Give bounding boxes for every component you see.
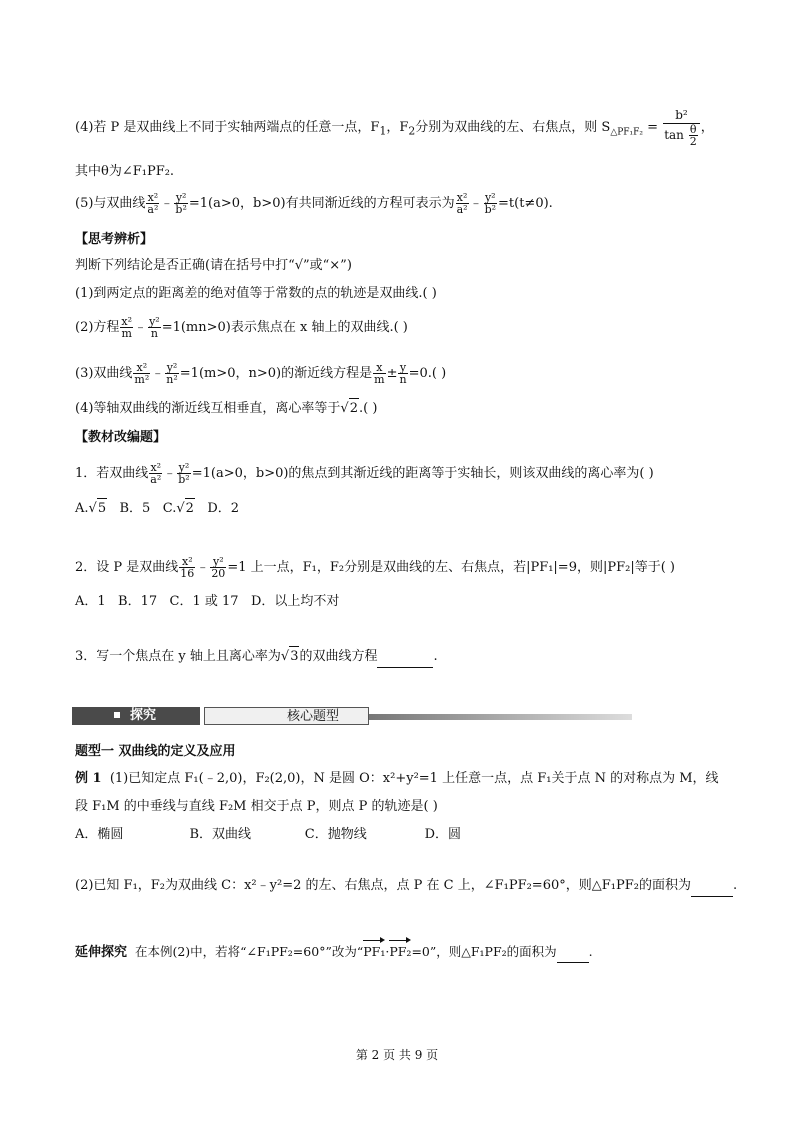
think-item-4: (4)等轴双曲线的渐近线互相垂直，离心率等于√2.( ) — [75, 398, 377, 419]
think-intro: 判断下列结论是否正确(请在括号中打“√”或“×”) — [75, 258, 352, 273]
question-2: 2．设 P 是双曲线 $\frac{\text{x²}}{16}$ ﹣ $\frac{\text{y²}}{20}$ =1 上一点，F₁，F₂分别是双曲线的左、右焦点，若|PF₁|=9，则|PF₂|等于( ) — [75, 555, 675, 580]
property-5-line: (5)与双曲线 $\frac{\text{x²}}{\text{a²}}$ ﹣ $\frac{\text{y²}}{\text{b²}}$ =1(a>0，b>0)有共同渐近线的方程可表示为 $\frac{\text{x²}}{\text{a²}}$ ﹣ $\frac{\text{y²}}{\text{b²}}$ =t(t≠0). — [75, 191, 553, 216]
question-2-options: A．1 B．17 C．1 或 17 D．以上均不对 — [75, 594, 340, 609]
question-1: 1．若双曲线 $\frac{\text{x²}}{\text{a²}}$ ﹣ $\frac{\text{y²}}{\text{b²}}$ =1(a>0，b>0)的焦点到其渐近线的距离等于实轴长，则该双曲线的离心率为( ) — [75, 461, 654, 486]
section-bar-rule — [369, 714, 632, 720]
example-1-part-2: (2)已知 F₁，F₂为双曲线 C：x²﹣y²=2 的左、右焦点，点 P 在 C 上，∠F₁PF₂=60°，则△F₁PF₂的面积为 . — [75, 876, 737, 897]
vector-pf1: PF₁ — [363, 938, 385, 962]
section-bar-core: 核心题型 — [204, 707, 369, 725]
think-item-3: (3)双曲线 $\frac{\text{x²}}{\text{m²}}$ ﹣ $\frac{\text{y²}}{\text{n²}}$ =1(m>0，n>0)的渐近线方程是 $\frac{x}{m}$ ± $\frac{y}{n}$ =0.( ) — [75, 361, 447, 386]
example-1-options: A．椭圆 B．双曲线 C．抛物线 D．圆 — [75, 827, 462, 842]
sqrt-icon: √ — [176, 501, 185, 516]
area-formula-fraction: b² tan $\frac{\theta}{2}$ — [663, 108, 700, 147]
type-1-heading: 题型一 双曲线的定义及应用 — [75, 744, 236, 759]
property-4-line-2: 其中θ为∠F₁PF₂. — [75, 164, 175, 179]
answer-blank[interactable] — [377, 647, 433, 668]
sqrt-icon: √ — [88, 501, 97, 516]
section-bar — [72, 705, 632, 727]
answer-blank[interactable] — [557, 942, 589, 963]
sqrt-icon: √ — [280, 649, 290, 664]
question-3: 3．写一个焦点在 y 轴上且离心率为√3的双曲线方程 . — [75, 646, 438, 668]
vector-pf2: PF₂ — [389, 938, 411, 962]
think-item-2: (2)方程 $\frac{\text{x²}}{m}$ ﹣ $\frac{\text{y²}}{n}$ =1(mn>0)表示焦点在 x 轴上的双曲线.( ) — [75, 315, 408, 340]
page-footer: 第 2 页 共 9 页 — [355, 1048, 439, 1062]
textbook-heading: 【教材改编题】 — [75, 430, 167, 445]
property-4-line: (4)若 P 是双曲线上不同于实轴两端点的任意一点，$F_1$，$F_2$分别为双曲线的左、右焦点，则 $S_{\triangle PF_1F_2}$ = b² tan $\frac{\theta}{2}$ ， — [75, 108, 714, 148]
square-bullet-icon — [114, 712, 120, 718]
question-1-options: A.√5 B．5 C.√2 D．2 — [75, 498, 239, 519]
extension-line: 延伸探究 在本例(2)中，若将“∠F₁PF₂=60°”改为“PF₁·PF₂=0”，则△F₁PF₂的面积为 . — [75, 938, 593, 963]
think-item-1: (1)到两定点的距离差的绝对值等于常数的点的轨迹是双曲线.( ) — [75, 286, 437, 301]
answer-blank[interactable] — [691, 876, 733, 897]
section-bar-explore: 探究 — [72, 707, 200, 725]
example-1-line-2: 段 F₁M 的中垂线与直线 F₂M 相交于点 P，则点 P 的轨迹是( ) — [75, 799, 438, 814]
sqrt-icon: √ — [340, 401, 349, 416]
think-heading: 【思考辨析】 — [75, 232, 154, 247]
example-1-line-1: 例 1 (1)已知定点 F₁(﹣2,0)，F₂(2,0)，N 是圆 O：x²+y²=1 上任意一点，点 F₁关于点 N 的对称点为 M，线 — [75, 771, 719, 786]
